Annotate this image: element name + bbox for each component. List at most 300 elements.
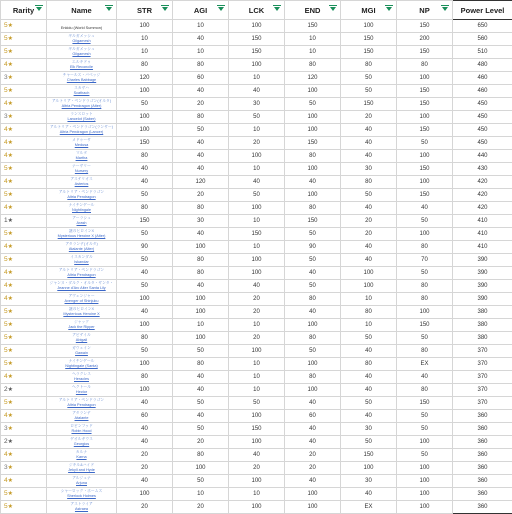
- agi-cell: 40: [173, 371, 229, 384]
- np-cell: 50: [397, 215, 453, 228]
- header-end[interactable]: [285, 1, 341, 20]
- header-label: NP: [419, 6, 429, 15]
- table-row[interactable]: [1, 98, 512, 111]
- agi-cell: 80: [173, 111, 229, 124]
- filter-icon[interactable]: [386, 7, 392, 11]
- name-link[interactable]: Nightingale (Santa): [48, 364, 115, 369]
- rarity-value: 4: [4, 204, 8, 211]
- str-cell: 80: [117, 202, 173, 215]
- table-row[interactable]: [1, 72, 512, 85]
- agi-cell: 40: [173, 137, 229, 150]
- name-cell[interactable]: [47, 124, 117, 137]
- name-cell[interactable]: [47, 189, 117, 202]
- header-label: AGI: [194, 6, 207, 15]
- rarity-value: 3: [4, 425, 8, 432]
- table-row[interactable]: [1, 345, 512, 358]
- power-level-cell: 510: [453, 46, 512, 59]
- name-link[interactable]: Atalante (Alter): [48, 247, 115, 252]
- header-label: Name: [71, 6, 91, 15]
- str-cell: 50: [117, 228, 173, 241]
- rarity-cell: [1, 20, 47, 33]
- name-japanese: ロビンフッド: [48, 424, 115, 429]
- name-japanese: ナイチンゲール: [48, 203, 115, 208]
- name-cell[interactable]: [47, 202, 117, 215]
- table-row[interactable]: [1, 111, 512, 124]
- np-cell: 80: [397, 59, 453, 72]
- np-cell: 80: [397, 293, 453, 306]
- name-link[interactable]: Enkidu (World Summon): [48, 26, 115, 31]
- power-level-cell: 460: [453, 85, 512, 98]
- table-row[interactable]: [1, 475, 512, 488]
- lck-cell: 100: [229, 475, 285, 488]
- name-japanese: ガウェイン: [48, 346, 115, 351]
- name-link[interactable]: Jekyll and Hyde: [48, 468, 115, 473]
- rarity-value: 4: [4, 243, 8, 250]
- name-link[interactable]: Nightingale: [48, 208, 115, 213]
- agi-cell: 30: [173, 215, 229, 228]
- lck-cell: 150: [229, 46, 285, 59]
- table-row[interactable]: [1, 384, 512, 397]
- name-cell[interactable]: [47, 384, 117, 397]
- agi-cell: 20: [173, 436, 229, 449]
- mgi-cell: 10: [341, 319, 397, 332]
- table-row[interactable]: [1, 137, 512, 150]
- rarity-cell: [1, 33, 47, 46]
- name-link[interactable]: Hector: [48, 390, 115, 395]
- name-link[interactable]: Atalante: [48, 416, 115, 421]
- end-cell: 40: [285, 397, 341, 410]
- table-row[interactable]: [1, 462, 512, 475]
- name-cell[interactable]: [47, 358, 117, 371]
- header-name[interactable]: [47, 1, 117, 20]
- table-row[interactable]: [1, 20, 512, 33]
- name-link[interactable]: Altria Pendragon (Alter): [48, 104, 115, 109]
- name-link[interactable]: Abigail: [48, 338, 115, 343]
- lck-cell: 100: [229, 20, 285, 33]
- end-cell: 150: [285, 137, 341, 150]
- name-link[interactable]: Heracles: [48, 377, 115, 382]
- rarity-cell: [1, 384, 47, 397]
- table-row[interactable]: [1, 501, 512, 514]
- power-level-cell: 360: [453, 410, 512, 423]
- np-cell: 100: [397, 501, 453, 514]
- name-link[interactable]: Avenger of Shinjuku: [48, 299, 115, 304]
- rarity-cell: [1, 501, 47, 514]
- star-icon: ★: [8, 374, 13, 380]
- str-cell: 120: [117, 72, 173, 85]
- name-cell[interactable]: [47, 306, 117, 319]
- end-cell: 20: [285, 449, 341, 462]
- mgi-cell: 40: [341, 254, 397, 267]
- rarity-value: 5: [4, 347, 8, 354]
- mgi-cell: 80: [341, 306, 397, 319]
- table-row[interactable]: [1, 228, 512, 241]
- end-cell: 120: [285, 72, 341, 85]
- name-cell[interactable]: [47, 215, 117, 228]
- name-link[interactable]: Mysterious Heroine X: [48, 312, 115, 317]
- str-cell: 100: [117, 358, 173, 371]
- mgi-cell: 40: [341, 488, 397, 501]
- power-level-cell: 390: [453, 254, 512, 267]
- name-link[interactable]: Altria Pendragon: [48, 273, 115, 278]
- lck-cell: 100: [229, 345, 285, 358]
- agi-cell: 10: [173, 319, 229, 332]
- name-link[interactable]: Iskandar: [48, 260, 115, 265]
- name-cell[interactable]: [47, 176, 117, 189]
- table-row[interactable]: [1, 319, 512, 332]
- name-cell[interactable]: [47, 254, 117, 267]
- str-cell: 20: [117, 449, 173, 462]
- lck-cell: 50: [229, 397, 285, 410]
- name-link[interactable]: Asterios: [48, 182, 115, 187]
- power-level-cell: 360: [453, 423, 512, 436]
- power-level-cell: 480: [453, 59, 512, 72]
- star-icon: ★: [8, 452, 13, 458]
- filter-icon[interactable]: [36, 7, 42, 11]
- rarity-value: 5: [4, 334, 8, 341]
- name-japanese: ランスロット: [48, 112, 115, 117]
- header-power-level[interactable]: [453, 1, 512, 20]
- name-link[interactable]: Altria Pendragon (Lancer): [48, 130, 115, 135]
- str-cell: 10: [117, 46, 173, 59]
- name-cell[interactable]: [47, 228, 117, 241]
- star-icon: ★: [8, 465, 13, 471]
- str-cell: 20: [117, 462, 173, 475]
- np-cell: 50: [397, 410, 453, 423]
- str-cell: 80: [117, 332, 173, 345]
- agi-cell: 100: [173, 332, 229, 345]
- name-cell[interactable]: [47, 98, 117, 111]
- rarity-cell: [1, 215, 47, 228]
- name-cell[interactable]: [47, 423, 117, 436]
- table-row[interactable]: [1, 215, 512, 228]
- name-japanese: ジャンヌ・ダルク・オルタ・サンタ・: [48, 281, 115, 286]
- agi-cell: 40: [173, 85, 229, 98]
- star-icon: ★: [8, 361, 13, 367]
- np-cell: 150: [397, 85, 453, 98]
- lck-cell: 10: [229, 358, 285, 371]
- name-cell[interactable]: [47, 137, 117, 150]
- star-icon: ★: [8, 491, 13, 497]
- star-icon: ★: [8, 49, 13, 55]
- table-row[interactable]: [1, 293, 512, 306]
- rarity-value: 4: [4, 269, 8, 276]
- name-cell[interactable]: [47, 267, 117, 280]
- header-agi[interactable]: [173, 1, 229, 20]
- lck-cell: 150: [229, 423, 285, 436]
- end-cell: 100: [285, 85, 341, 98]
- header-mgi[interactable]: [341, 1, 397, 20]
- mgi-cell: 100: [341, 462, 397, 475]
- name-cell[interactable]: [47, 150, 117, 163]
- name-japanese: エルキドゥ: [48, 60, 115, 65]
- name-cell[interactable]: [47, 410, 117, 423]
- filter-icon[interactable]: [218, 7, 224, 11]
- name-cell[interactable]: [47, 85, 117, 98]
- name-link[interactable]: Altria Pendragon: [48, 195, 115, 200]
- str-cell: 100: [117, 319, 173, 332]
- table-row[interactable]: [1, 254, 512, 267]
- filter-icon[interactable]: [330, 7, 336, 11]
- star-icon: ★: [8, 231, 13, 237]
- lck-cell: 10: [229, 384, 285, 397]
- name-cell[interactable]: [47, 332, 117, 345]
- name-cell[interactable]: [47, 449, 117, 462]
- table-row[interactable]: [1, 488, 512, 501]
- star-icon: ★: [8, 179, 13, 185]
- star-icon: ★: [8, 270, 13, 276]
- name-cell[interactable]: [47, 319, 117, 332]
- name-link[interactable]: Scathach: [48, 91, 115, 96]
- mgi-cell: 40: [341, 202, 397, 215]
- mgi-cell: 30: [341, 163, 397, 176]
- table-row[interactable]: [1, 241, 512, 254]
- name-link[interactable]: Nursery: [48, 169, 115, 174]
- rarity-value: 1: [4, 217, 8, 224]
- name-cell[interactable]: [47, 501, 117, 514]
- end-cell: 100: [285, 319, 341, 332]
- lck-cell: 100: [229, 436, 285, 449]
- table-row[interactable]: [1, 124, 512, 137]
- header-str[interactable]: [117, 1, 173, 20]
- rarity-value: 5: [4, 360, 8, 367]
- name-japanese: ジャック: [48, 320, 115, 325]
- table-row[interactable]: [1, 267, 512, 280]
- name-cell[interactable]: [47, 488, 117, 501]
- agi-cell: 100: [173, 306, 229, 319]
- name-link[interactable]: Astraea: [48, 507, 115, 512]
- name-japanese: アストライア: [48, 502, 115, 507]
- rarity-cell: [1, 267, 47, 280]
- table-row[interactable]: [1, 358, 512, 371]
- name-cell[interactable]: [47, 163, 117, 176]
- name-cell[interactable]: [47, 371, 117, 384]
- table-row[interactable]: [1, 306, 512, 319]
- rarity-cell: [1, 319, 47, 332]
- end-cell: 80: [285, 293, 341, 306]
- end-cell: 40: [285, 423, 341, 436]
- mgi-cell: 50: [341, 332, 397, 345]
- name-cell[interactable]: [47, 20, 117, 33]
- rarity-cell: [1, 85, 47, 98]
- name-link[interactable]: Jeanne d'Arc Alter Santa Lily: [48, 286, 115, 291]
- np-cell: 150: [397, 319, 453, 332]
- header-lck[interactable]: [229, 1, 285, 20]
- star-icon: ★: [8, 322, 13, 328]
- lck-cell: 100: [229, 59, 285, 72]
- end-cell: 80: [285, 332, 341, 345]
- np-cell: 100: [397, 111, 453, 124]
- power-level-cell: 360: [453, 462, 512, 475]
- filter-icon[interactable]: [106, 7, 112, 11]
- name-cell[interactable]: [47, 475, 117, 488]
- agi-cell: 40: [173, 150, 229, 163]
- star-icon: ★: [8, 244, 13, 250]
- str-cell: 100: [117, 124, 173, 137]
- power-level-cell: 410: [453, 228, 512, 241]
- table-row[interactable]: [1, 189, 512, 202]
- rarity-value: 4: [4, 477, 8, 484]
- power-level-cell: 420: [453, 189, 512, 202]
- star-icon: ★: [8, 426, 13, 432]
- rarity-cell: [1, 462, 47, 475]
- table-row[interactable]: [1, 280, 512, 293]
- name-link[interactable]: Mysterious Heroine X (Alter): [48, 234, 115, 239]
- name-link[interactable]: Gilgamesh: [48, 52, 115, 57]
- name-link[interactable]: Georgios: [48, 442, 115, 447]
- table-row[interactable]: [1, 436, 512, 449]
- name-cell[interactable]: [47, 59, 117, 72]
- name-japanese: アタランテ: [48, 411, 115, 416]
- str-cell: 40: [117, 436, 173, 449]
- mgi-cell: 20: [341, 228, 397, 241]
- rarity-value: 5: [4, 399, 8, 406]
- name-link[interactable]: Medusa: [48, 143, 115, 148]
- table-row[interactable]: [1, 46, 512, 59]
- name-cell[interactable]: [47, 72, 117, 85]
- str-cell: 40: [117, 475, 173, 488]
- name-cell[interactable]: [47, 46, 117, 59]
- end-cell: 100: [285, 163, 341, 176]
- name-cell[interactable]: [47, 436, 117, 449]
- name-link[interactable]: Charles Babbage: [48, 78, 115, 83]
- end-cell: 40: [285, 436, 341, 449]
- lck-cell: 10: [229, 163, 285, 176]
- power-level-cell: 360: [453, 436, 512, 449]
- star-icon: ★: [8, 153, 13, 159]
- star-icon: ★: [8, 36, 13, 42]
- name-cell[interactable]: [47, 462, 117, 475]
- power-level-cell: 370: [453, 358, 512, 371]
- filter-icon[interactable]: [442, 7, 448, 11]
- end-cell: 50: [285, 345, 341, 358]
- filter-icon[interactable]: [162, 7, 168, 11]
- table-row[interactable]: [1, 397, 512, 410]
- table-row[interactable]: [1, 202, 512, 215]
- name-cell[interactable]: [47, 293, 117, 306]
- mgi-cell: 80: [341, 176, 397, 189]
- str-cell: 150: [117, 137, 173, 150]
- lck-cell: 100: [229, 202, 285, 215]
- str-cell: 40: [117, 163, 173, 176]
- end-cell: 80: [285, 150, 341, 163]
- power-level-cell: 380: [453, 332, 512, 345]
- name-japanese: ジキル&ハイド: [48, 463, 115, 468]
- name-japanese: 謎のヒロインX: [48, 229, 115, 234]
- table-row[interactable]: [1, 59, 512, 72]
- name-cell[interactable]: [47, 111, 117, 124]
- name-cell[interactable]: [47, 33, 117, 46]
- rarity-value: 5: [4, 321, 8, 328]
- np-cell: 40: [397, 371, 453, 384]
- np-cell: 150: [397, 98, 453, 111]
- name-japanese: メドゥーサ: [48, 138, 115, 143]
- header-np[interactable]: [397, 1, 453, 20]
- table-row[interactable]: [1, 423, 512, 436]
- mgi-cell: 40: [341, 371, 397, 384]
- name-japanese: アヴェンジャー: [48, 294, 115, 299]
- rarity-value: 4: [4, 373, 8, 380]
- name-link[interactable]: Elk Reconcile: [48, 65, 115, 70]
- name-japanese: アステリオス: [48, 177, 115, 182]
- lck-cell: 50: [229, 189, 285, 202]
- name-cell[interactable]: [47, 345, 117, 358]
- name-cell[interactable]: [47, 241, 117, 254]
- table-row[interactable]: [1, 150, 512, 163]
- table-row[interactable]: [1, 163, 512, 176]
- name-cell[interactable]: [47, 280, 117, 293]
- table-row[interactable]: [1, 449, 512, 462]
- filter-icon[interactable]: [274, 7, 280, 11]
- end-cell: 40: [285, 475, 341, 488]
- name-link[interactable]: Gawain: [48, 351, 115, 356]
- rarity-cell: [1, 137, 47, 150]
- end-cell: 100: [285, 124, 341, 137]
- str-cell: 40: [117, 306, 173, 319]
- rarity-value: 5: [4, 230, 8, 237]
- header-rarity[interactable]: [1, 1, 47, 20]
- agi-cell: 10: [173, 46, 229, 59]
- rarity-value: 4: [4, 61, 8, 68]
- name-link[interactable]: Martha: [48, 156, 115, 161]
- star-icon: ★: [8, 205, 13, 211]
- np-cell: 80: [397, 280, 453, 293]
- table-row[interactable]: [1, 176, 512, 189]
- power-level-cell: 430: [453, 163, 512, 176]
- rarity-value: 5: [4, 490, 8, 497]
- name-link[interactable]: Altria Pendragon: [48, 403, 115, 408]
- name-link[interactable]: Sherlock Holmes: [48, 494, 115, 499]
- name-link[interactable]: Arash: [48, 221, 115, 226]
- agi-cell: 100: [173, 462, 229, 475]
- table-row[interactable]: [1, 332, 512, 345]
- power-level-cell: 450: [453, 98, 512, 111]
- power-level-cell: 360: [453, 449, 512, 462]
- lck-cell: 150: [229, 228, 285, 241]
- rarity-cell: [1, 124, 47, 137]
- name-link[interactable]: Robin Hood: [48, 429, 115, 434]
- name-japanese: ゲオルギウス: [48, 437, 115, 442]
- power-level-cell: 370: [453, 345, 512, 358]
- mgi-cell: 100: [341, 280, 397, 293]
- name-cell[interactable]: [47, 397, 117, 410]
- rarity-cell: [1, 59, 47, 72]
- rarity-cell: [1, 358, 47, 371]
- mgi-cell: 150: [341, 449, 397, 462]
- str-cell: 80: [117, 371, 173, 384]
- agi-cell: 40: [173, 228, 229, 241]
- table-row[interactable]: [1, 33, 512, 46]
- name-japanese: ヘラクレス: [48, 372, 115, 377]
- name-link[interactable]: Lancelot (Saber): [48, 117, 115, 122]
- lck-cell: 10: [229, 241, 285, 254]
- table-row[interactable]: [1, 410, 512, 423]
- power-level-cell: 440: [453, 150, 512, 163]
- name-link[interactable]: Arjuna: [48, 481, 115, 486]
- name-link[interactable]: Gilgamesh: [48, 39, 115, 44]
- power-level-cell: 450: [453, 124, 512, 137]
- name-link[interactable]: Karna: [48, 455, 115, 460]
- end-cell: 100: [285, 488, 341, 501]
- lck-cell: 10: [229, 124, 285, 137]
- table-row[interactable]: [1, 85, 512, 98]
- table-row[interactable]: [1, 371, 512, 384]
- lck-cell: 100: [229, 501, 285, 514]
- rarity-cell: [1, 202, 47, 215]
- name-link[interactable]: Jack the Ripper: [48, 325, 115, 330]
- rarity-cell: [1, 293, 47, 306]
- mgi-cell: 20: [341, 215, 397, 228]
